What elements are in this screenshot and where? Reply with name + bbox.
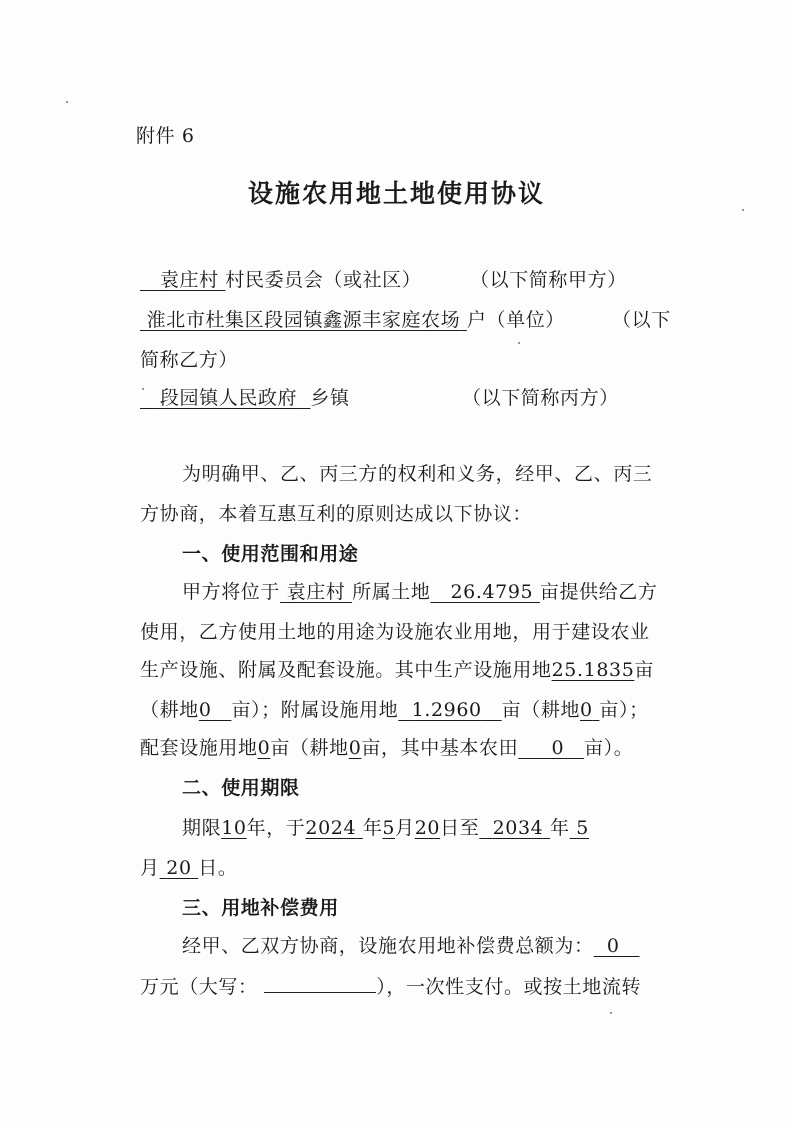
party-a-suffix: 村民委员会（或社区） (225, 269, 422, 291)
section-2-heading: 二、使用期限 (182, 777, 300, 799)
end-year-field: 2034 (492, 817, 544, 839)
capital-amount-blank (264, 974, 376, 993)
party-b-note-2: 简称乙方） (140, 349, 239, 371)
section-1-line-1: 甲方将位于 袁庄村 所属土地 26.4795 亩提供给乙方 (182, 581, 658, 603)
intro-line-1: 为明确甲、乙、丙三方的权利和义务，经甲、乙、丙三 (182, 463, 653, 485)
section-3-heading: 三、用地补偿费用 (182, 897, 339, 919)
end-day-field: 20 (166, 857, 192, 879)
start-month-field: 5 (382, 817, 396, 839)
section-1-line-2: 使用，乙方使用土地的用途为设施农业用地，用于建设农业 (140, 621, 650, 643)
intro-line-2: 方协商，本着互惠互利的原则达成以下协议： (140, 503, 533, 525)
section-3-line-1: 经甲、乙双方协商，设施农用地补偿费总额为： 0 (182, 934, 640, 958)
section-1-line-5: 配套设施用地0亩（耕地0亩，其中基本农田 0 亩）。 (140, 737, 634, 759)
supporting-area-field: 0 (257, 737, 271, 759)
party-c-note: （以下简称丙方） (462, 387, 619, 409)
section-1-line-4: （耕地0 亩）；附属设施用地 1.2960 亩（耕地0 亩）； (140, 699, 649, 721)
production-area-field: 25.1835 (551, 659, 635, 681)
party-a-line (140, 268, 421, 292)
ancillary-arable-field: 0 (580, 699, 593, 721)
document-title: 设施农用地土地使用协议 (247, 179, 545, 208)
party-b-suffix: 户（单位） (466, 309, 565, 331)
section-1-heading: 一、使用范围和用途 (182, 543, 359, 565)
party-a-note: （以下简称甲方） (470, 269, 627, 291)
basic-farmland-field: 0 (551, 737, 565, 759)
location-field: 袁庄村 (286, 581, 346, 603)
party-c-name: 段园镇人民政府 (159, 387, 298, 409)
end-month-field: 5 (576, 817, 589, 839)
compensation-total-field: 0 (606, 935, 620, 957)
total-area-field: 26.4795 (450, 581, 534, 603)
start-day-field: 20 (414, 817, 441, 839)
attachment-label: 附件 6 (136, 125, 195, 147)
section-2-line-2: 月 20 日。 (140, 857, 238, 879)
section-2-line-1: 期限10年，于2024 年5月20日至 2034 年 5 (182, 817, 589, 839)
start-year-field: 2024 (305, 817, 357, 839)
supporting-arable-field: 0 (348, 737, 362, 759)
party-b-note-1: （以下 (612, 309, 671, 331)
section-3-line-2: 万元（大写： ），一次性支付。或按土地流转 (140, 976, 642, 998)
section-1-line-3: 生产设施、附属及配套设施。其中生产设施用地25.1835亩 (140, 659, 654, 681)
production-arable-field: 0 (198, 699, 212, 721)
party-c-line (140, 386, 350, 410)
party-c-suffix: 乡镇 (310, 387, 350, 409)
party-b-line (140, 308, 565, 332)
ancillary-area-field: 1.2960 (411, 699, 482, 721)
party-b-name: 淮北市杜集区段园镇鑫源丰家庭农场 (146, 309, 461, 331)
party-a-name: 袁庄村 (159, 269, 219, 291)
years-field: 10 (221, 817, 247, 839)
